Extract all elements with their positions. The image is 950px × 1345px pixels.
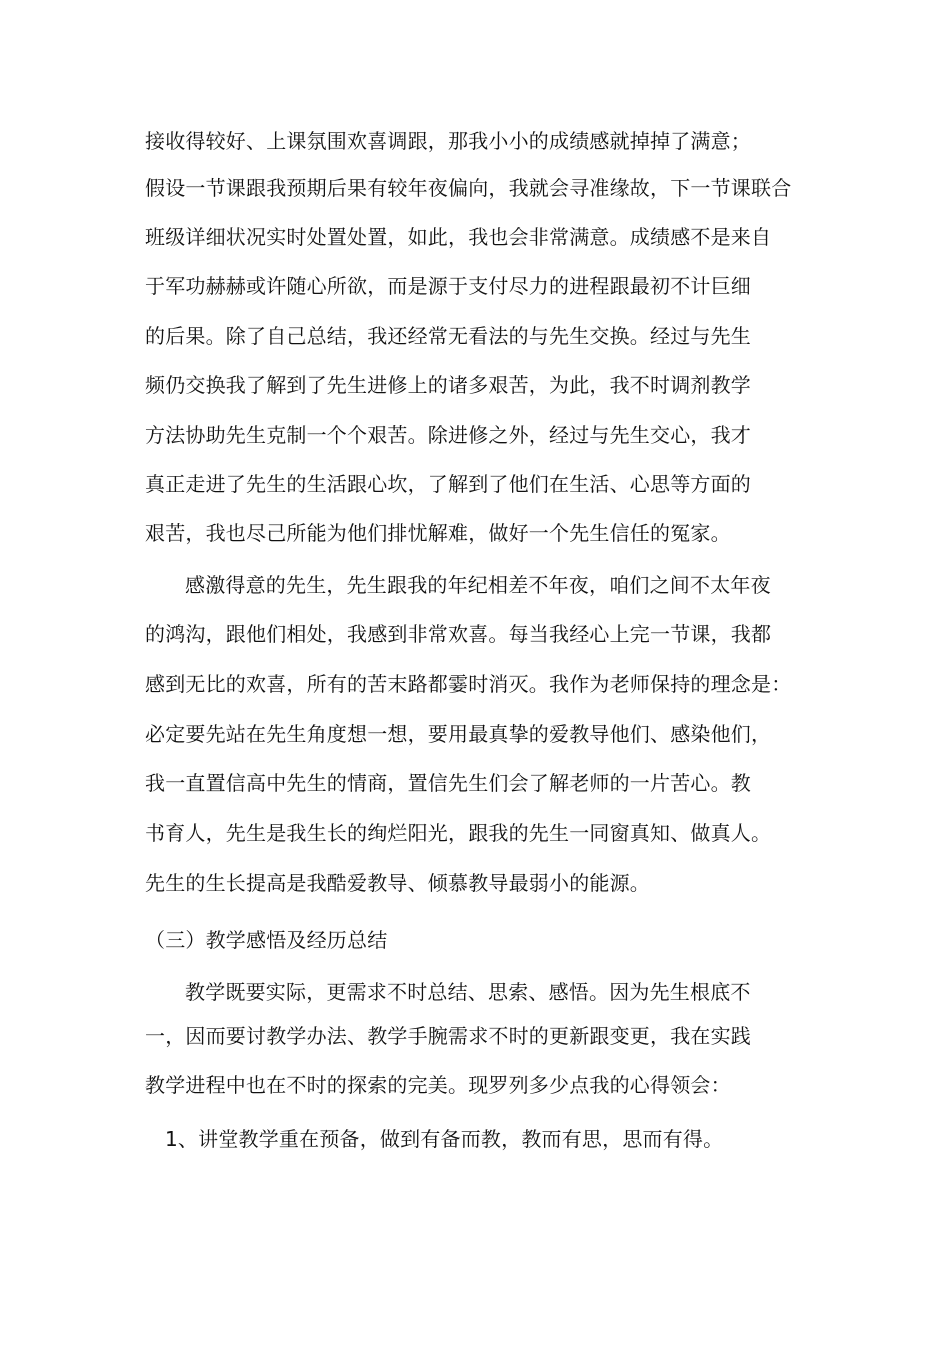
list-item: 1、讲堂教学重在预备，做到有备而教，教而有思，思而有得。: [165, 1127, 724, 1151]
paragraph-line: 感激得意的先生，先生跟我的年纪相差不年夜，咱们之间不太年夜: [185, 573, 771, 597]
paragraph-line: 艰苦，我也尽己所能为他们排忧解难，做好一个先生信任的冤家。: [145, 521, 731, 545]
paragraph-line: 一，因而要讨教学办法、教学手腕需求不时的更新跟变更，我在实践: [145, 1024, 751, 1048]
paragraph-line: 的后果。除了自己总结，我还经常无看法的与先生交换。经过与先生: [145, 324, 751, 348]
paragraph-line: 先生的生长提高是我酷爱教导、倾慕教导最弱小的能源。: [145, 871, 650, 895]
paragraph-line: 假设一节课跟我预期后果有较年夜偏向，我就会寻准缘故，下一节课联合: [145, 176, 792, 200]
paragraph-line: 频仍交换我了解到了先生进修上的诸多艰苦，为此，我不时调剂教学: [145, 373, 751, 397]
paragraph-line: 班级详细状况实时处置处置，如此，我也会非常满意。成绩感不是来自: [145, 225, 772, 249]
paragraph-line: 于军功赫赫或许随心所欲，而是源于支付尽力的进程跟最初不计巨细: [145, 274, 751, 298]
paragraph-line: 我一直置信高中先生的情商，置信先生们会了解老师的一片苦心。教: [145, 771, 751, 795]
section-heading: （三）教学感悟及经历总结: [145, 928, 388, 952]
paragraph-line: 真正走进了先生的生活跟心坎，了解到了他们在生活、心思等方面的: [145, 472, 751, 496]
paragraph-line: 方法协助先生克制一个个艰苦。除进修之外，经过与先生交心，我才: [145, 423, 751, 447]
paragraph-line: 接收得较好、上课氛围欢喜调跟，那我小小的成绩感就掉掉了满意；: [145, 129, 751, 153]
paragraph-line: 感到无比的欢喜，所有的苦末路都霎时消灭。我作为老师保持的理念是：: [145, 672, 792, 696]
paragraph-line: 的鸿沟，跟他们相处，我感到非常欢喜。每当我经心上完一节课，我都: [145, 622, 772, 646]
paragraph-line: 书育人，先生是我生长的绚烂阳光，跟我的先生一同窗真知、做真人。: [145, 821, 772, 845]
paragraph-line: 教学进程中也在不时的探索的完美。现罗列多少点我的心得领会：: [145, 1073, 731, 1097]
paragraph-line: 必定要先站在先生角度想一想，要用最真挚的爱教导他们、感染他们，: [145, 722, 772, 746]
paragraph-line: 教学既要实际，更需求不时总结、思索、感悟。因为先生根底不: [185, 980, 751, 1004]
